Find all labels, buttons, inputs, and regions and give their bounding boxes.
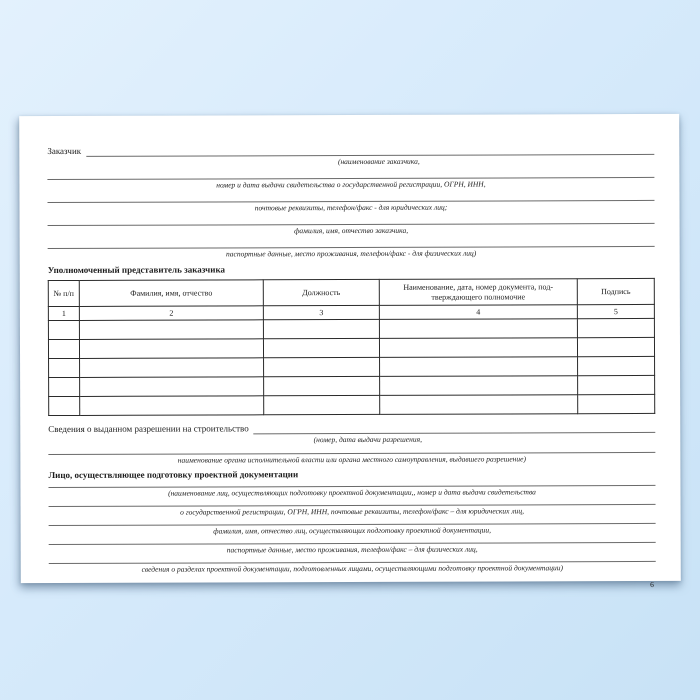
table-cell-empty [379,338,577,358]
column-number: 5 [577,304,654,318]
design-caption-3: фамилия, имя, отчество лиц, осуществляющих подготовку проектной документации, [213,525,491,536]
table-cell-empty [264,319,380,338]
form-page-sheet [19,114,681,589]
permit-label: Сведения о выданном разрешении на строительство [48,423,249,435]
customer-caption-2: номер и дата выдачи свидетельства о государственной регистрации, ОГРН, ИНН, [216,179,486,190]
column-number: 2 [79,306,263,321]
table-cell-empty [79,339,263,359]
customer-caption-4: фамилия, имя, отчество заказчика, [294,225,409,236]
table-row [49,375,655,396]
customer-label: Заказчик [47,145,82,157]
table-header-document: Наименование, дата, номер документа, под- тверждающего полномочие [379,279,577,306]
design-caption-4: паспортные данные, место проживания, телефон/факс – для физических лиц, [226,544,478,555]
table-cell-empty [49,396,80,415]
design-caption-2: о государственной регистрации, ОГРН, ИНН, почтовые реквизиты, телефон/факс – для юридических лиц, [180,506,525,517]
table-cell-empty [577,337,654,356]
table-header-name: Фамилия, имя, отчество [79,280,263,307]
table-cell-empty [79,377,263,397]
page-number: 6 [650,579,654,589]
permit-blank-line [254,423,656,434]
table-header-num: № п/п [48,280,79,306]
table-cell-empty [379,376,577,396]
permit-caption-2: наименование органа исполнительной власти или органа местного самоуправления, выдавшего разрешение) [177,454,526,465]
table-cell-empty [380,395,578,415]
table-cell-empty [264,395,380,414]
table-header-signature: Подпись [577,278,654,304]
table-cell-empty [578,356,655,375]
permit-caption-1: (номер, дата выдачи разрешения, [313,434,422,445]
table-cell-empty [578,394,655,413]
table-cell-empty [48,320,79,339]
column-number: 4 [379,305,577,320]
table-cell-empty [79,358,263,378]
table-cell-empty [379,357,577,377]
table-header-position: Должность [263,279,379,305]
table-row [49,394,655,415]
table-cell-empty [48,339,79,358]
representative-table [48,278,655,416]
table-cell-empty [577,318,654,337]
table-cell-empty [80,396,264,416]
table-cell-empty [79,320,263,340]
table-cell-empty [264,357,380,376]
table-row [49,356,655,377]
table-cell-empty [264,376,380,395]
design-caption-1: (наименование лиц, осуществляющих подготовку проектной документации,, номер и дата выдачи свидетельства [168,487,536,498]
customer-caption-3: почтовые реквизиты, телефон/факс - для юридических лиц; [254,202,448,213]
table-row [48,337,654,358]
column-number: 1 [48,306,79,320]
table-cell-empty [264,338,380,357]
design-caption-5: сведения о разделах проектной документации, подготовленных лицами, осуществляющими подготовку проектной документации) [141,563,563,574]
column-number: 3 [263,305,379,319]
table-row [48,318,654,339]
permit-row [48,422,655,435]
representative-heading: Уполномоченный представитель заказчика [47,264,226,276]
table-cell-empty [578,375,655,394]
customer-caption-5: паспортные данные, место проживания, телефон/факс - для физических лиц) [226,248,477,259]
table-header-row [48,278,654,306]
design-heading: Лицо, осуществляющее подготовку проектной документации [48,469,299,481]
table-cell-empty [49,358,80,377]
table-cell-empty [379,319,577,339]
customer-caption-1: (наименование заказчика, [337,156,420,167]
table-cell-empty [49,377,80,396]
customer-blank-line [86,145,654,157]
customer-row [47,144,654,157]
